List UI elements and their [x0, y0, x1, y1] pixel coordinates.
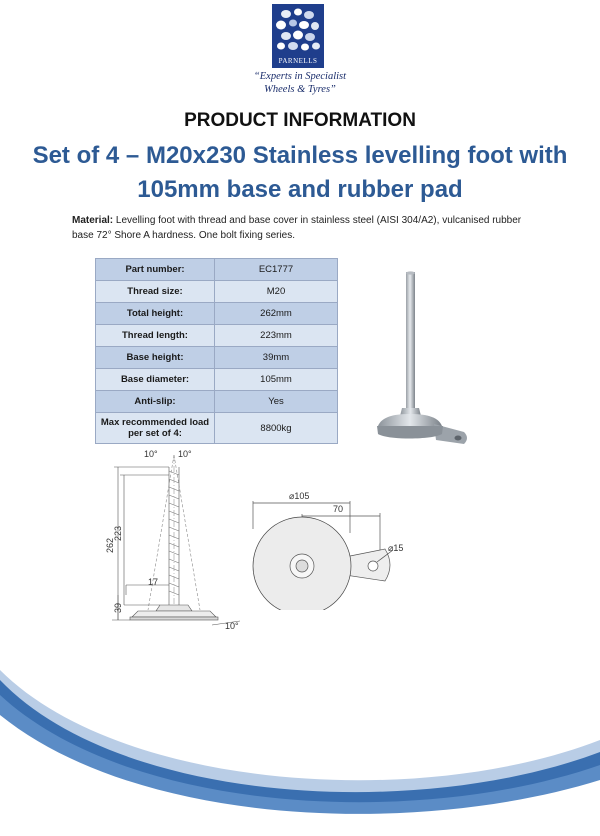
spec-label: Total height: — [96, 303, 215, 325]
title-line-2: 105mm base and rubber pad — [137, 176, 463, 203]
material-label: Material: — [72, 215, 114, 226]
spec-value: 262mm — [215, 303, 338, 325]
spec-label: Anti-slip: — [96, 391, 215, 413]
spec-value: Yes — [215, 391, 338, 413]
dim-thread-17: 17 — [148, 577, 159, 587]
spec-value: 223mm — [215, 325, 338, 347]
spec-row — [96, 281, 338, 303]
top-view-drawing — [245, 485, 415, 610]
spec-row — [96, 413, 338, 444]
spec-label: Base height: — [96, 347, 215, 369]
dim-angle-left: 10° — [144, 449, 158, 459]
spec-value: 39mm — [215, 347, 338, 369]
spec-row — [96, 259, 338, 281]
product-photo — [372, 268, 472, 454]
side-elevation-drawing — [100, 445, 260, 645]
spec-row — [96, 391, 338, 413]
dim-total-height: 262 — [105, 537, 115, 553]
spec-table — [95, 258, 338, 444]
material-text: Levelling foot with thread and base cover in stainless steel (AISI 304/A2), vulcanised rubber base 72° Shore A hardness. One bolt fixing series. — [72, 215, 522, 241]
tagline-line-1: “Experts in Specialist — [253, 71, 347, 82]
material-description — [72, 213, 542, 243]
spec-label: Thread size: — [96, 281, 215, 303]
dim-diameter: ⌀105 — [289, 491, 310, 501]
spec-value: M20 — [215, 281, 338, 303]
spec-row — [96, 325, 338, 347]
spec-value: 8800kg — [215, 413, 338, 444]
dim-base-height: 39 — [113, 602, 123, 613]
spec-label: Base diameter: — [96, 369, 215, 391]
dim-offset: 70 — [333, 504, 344, 514]
spec-value: 105mm — [215, 369, 338, 391]
dim-thread-length: 223 — [113, 525, 123, 541]
spec-row — [96, 369, 338, 391]
spec-label: Part number: — [96, 259, 215, 281]
spec-row — [96, 347, 338, 369]
spec-value: EC1777 — [215, 259, 338, 281]
logo-pebbles-icon — [272, 4, 324, 58]
dim-base-angle: 10° — [225, 621, 239, 631]
dim-angle-right: 10° — [178, 449, 192, 459]
spec-row — [96, 303, 338, 325]
decorative-wave — [0, 640, 600, 836]
title-line-1: Set of 4 – M20x230 Stainless levelling foot with — [32, 142, 568, 169]
tagline-line-2: Wheels & Tyres” — [264, 84, 336, 95]
parnells-logo — [272, 4, 324, 68]
dim-hole: ⌀15 — [388, 543, 404, 553]
brand-tagline — [200, 70, 400, 96]
spec-label: Thread length: — [96, 325, 215, 347]
spec-label: Max recommended load per set of 4: — [96, 413, 215, 444]
page-heading: PRODUCT INFORMATION — [184, 110, 416, 131]
product-title — [20, 139, 580, 207]
logo-brand-name: PARNELLS — [278, 57, 318, 65]
